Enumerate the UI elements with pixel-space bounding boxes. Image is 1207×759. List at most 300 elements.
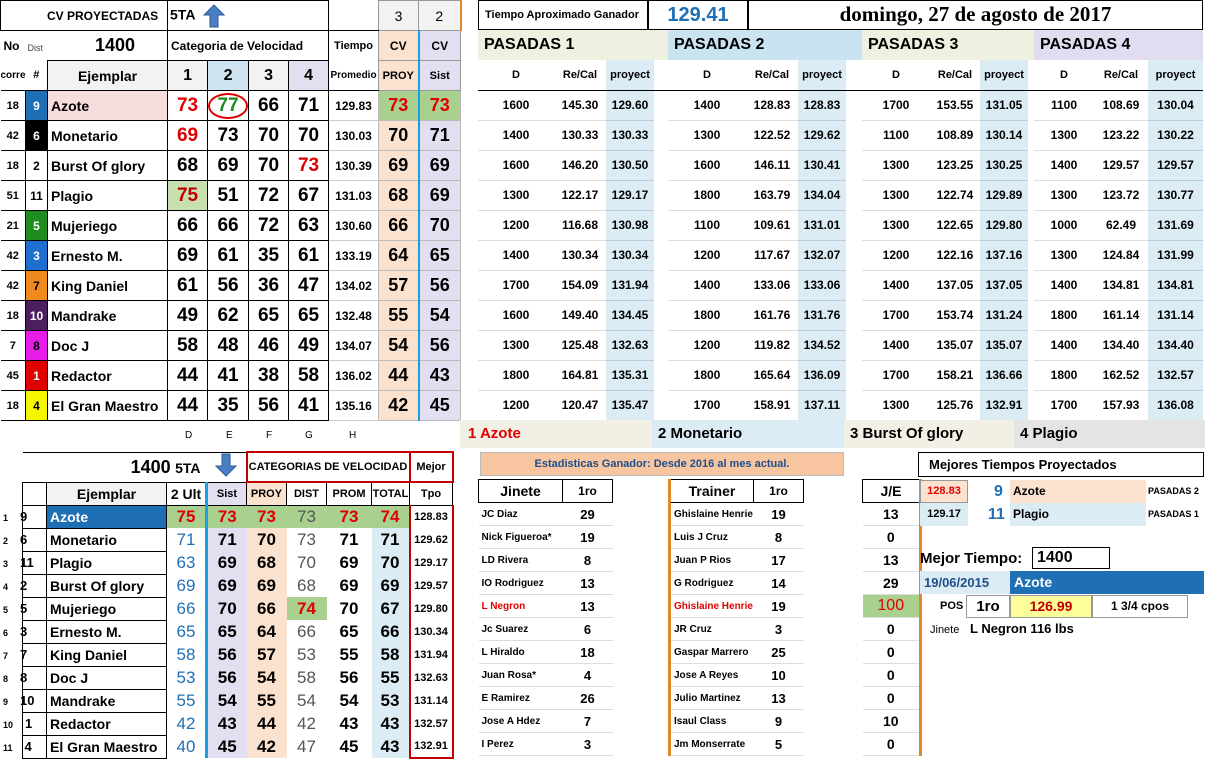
- categoria-row[interactable]: [23, 666, 453, 689]
- no-label: No: [3, 38, 20, 53]
- horse-name[interactable]: Redactor: [47, 712, 167, 735]
- trainer-name[interactable]: Jm Monserrate: [670, 733, 754, 756]
- pasada-proyect: 136.08: [1148, 390, 1203, 420]
- trainer-name[interactable]: Gaspar Marrero: [670, 641, 754, 664]
- pasadas-4-d-header: D: [1034, 60, 1094, 90]
- trainer-row[interactable]: [670, 595, 804, 618]
- mejor-tiempo-dist-text: 1400: [1037, 549, 1073, 566]
- dist-cell: 66: [297, 621, 316, 641]
- carrera-2-cv: 62: [208, 301, 249, 331]
- je-value: 13: [863, 503, 921, 526]
- promedio-cell: 134.07: [329, 331, 379, 361]
- ejemplar-header: Ejemplar: [48, 61, 168, 91]
- proy-cell: 57: [379, 271, 419, 301]
- mejor-1-pasada: PASADAS 2: [1148, 486, 1199, 496]
- carrera-1-cv: 69: [168, 121, 208, 151]
- corre-cell: 18: [1, 391, 26, 421]
- sist-cell: 69: [207, 574, 247, 597]
- pasada-recal: 116.68: [554, 210, 606, 240]
- horse-name[interactable]: Azote: [47, 505, 167, 528]
- mejor-2-time: 129.17: [920, 503, 968, 526]
- categoria-row[interactable]: [23, 528, 453, 551]
- jinete-row[interactable]: [479, 641, 613, 664]
- jinete-name[interactable]: I Perez: [479, 733, 563, 756]
- proy-cell: 69: [379, 151, 419, 181]
- tpo-cell: 130.34: [410, 620, 453, 643]
- proy-cell: 68: [247, 551, 287, 574]
- jinete-name[interactable]: L Negron: [479, 595, 563, 618]
- carrera-2-cv: 61: [208, 241, 249, 271]
- corre-header: corre: [1, 61, 26, 91]
- pasada-dist: 1700: [862, 300, 930, 330]
- horse-row[interactable]: [1, 121, 461, 151]
- mejor-time: 126.99: [1010, 595, 1092, 618]
- jinete-row[interactable]: [479, 526, 613, 549]
- dist-cell: 58: [297, 667, 316, 687]
- trainer-wins: 19: [754, 595, 804, 618]
- saddle-number: 10: [26, 301, 48, 331]
- prom-header: PROM: [327, 482, 372, 505]
- mejor-1-num: 9: [994, 483, 1003, 500]
- promedio-cell: 129.83: [329, 91, 379, 121]
- total-cell: 70: [372, 551, 410, 574]
- pasada-recal: 153.74: [930, 300, 980, 330]
- tiempo-value-text: 129.41: [667, 4, 729, 26]
- jinete-row[interactable]: [479, 618, 613, 641]
- jinete-name[interactable]: Nick Figueroa*: [479, 526, 563, 549]
- pasadas-row: [478, 300, 1203, 330]
- pasada-recal: 133.06: [746, 270, 798, 300]
- jinete-name[interactable]: Jose A Hdez: [479, 710, 563, 733]
- je-value: 10: [863, 710, 921, 733]
- carrera-1-cv: 68: [168, 151, 208, 181]
- sist-cell: 43: [207, 712, 247, 735]
- pos-value: 1ro: [966, 595, 1010, 618]
- pasada-recal: 122.17: [554, 180, 606, 210]
- dist-cell: 70: [297, 552, 316, 572]
- rank-index: 4: [3, 582, 9, 592]
- pasada-proyect: 136.09: [798, 360, 846, 390]
- je-value: 0: [863, 733, 921, 756]
- jinete-row[interactable]: [479, 503, 613, 526]
- pasada-dist: 1200: [478, 210, 554, 240]
- pasada-dist: 1200: [478, 390, 554, 420]
- pasada-recal: 109.61: [746, 210, 798, 240]
- jinete-wins: 29: [563, 503, 613, 526]
- prom-cell: 43: [339, 713, 359, 733]
- tpo-cell: 129.62: [410, 528, 453, 551]
- trainer-row[interactable]: [670, 549, 804, 572]
- pasada-recal: 123.72: [1094, 180, 1148, 210]
- jinete-row[interactable]: [479, 595, 613, 618]
- ult-cell: 40: [176, 736, 196, 756]
- saddle-number: 1: [26, 361, 48, 391]
- horse-name[interactable]: Plagio: [48, 181, 168, 211]
- pasada-dist: 1400: [478, 120, 554, 150]
- pasada-proyect: 131.99: [1148, 240, 1203, 270]
- trainer-row[interactable]: [670, 618, 804, 641]
- pasada-dist: 1600: [478, 300, 554, 330]
- pasadas-2-proyect-header: proyect: [798, 60, 846, 90]
- categoria-row[interactable]: [23, 620, 453, 643]
- total-cell: 71: [372, 528, 410, 551]
- horse-name[interactable]: Monetario: [48, 121, 168, 151]
- jinete-row[interactable]: [479, 733, 613, 756]
- promedio-header: Promedio: [329, 61, 379, 91]
- jinete-name[interactable]: Jc Suarez: [479, 618, 563, 641]
- dist-cell: 42: [297, 713, 316, 733]
- pasada-proyect: 130.25: [980, 150, 1028, 180]
- hash-header: #: [26, 61, 48, 91]
- horse-name[interactable]: Plagio: [47, 551, 167, 574]
- pasada-recal: 122.52: [746, 120, 798, 150]
- categoria-row[interactable]: [23, 597, 453, 620]
- horse-number: 8: [20, 670, 28, 685]
- jinete-wins: 13: [563, 572, 613, 595]
- trainer-name[interactable]: Ghislaine Henrie: [670, 595, 754, 618]
- je-row: [863, 733, 921, 756]
- sist-cell: 65: [419, 241, 461, 271]
- top4-row: [460, 420, 1205, 448]
- horse-number: 7: [20, 647, 28, 662]
- carrera-1-cv: 44: [168, 391, 208, 421]
- trainer-name[interactable]: JR Cruz: [670, 618, 754, 641]
- proy-cell: 64: [247, 620, 287, 643]
- pasada-dist: 1300: [862, 150, 930, 180]
- horse-number: 1: [25, 716, 33, 731]
- trainer-name[interactable]: G Rodriguez: [670, 572, 754, 595]
- horse-name[interactable]: Monetario: [47, 528, 167, 551]
- proy-cell: 54: [247, 666, 287, 689]
- mejor-row-2: [920, 503, 1205, 526]
- jinete-name[interactable]: LD Rivera: [479, 549, 563, 572]
- horse-row[interactable]: [1, 91, 461, 121]
- categoria-row[interactable]: [23, 735, 453, 758]
- trainer-row[interactable]: [670, 572, 804, 595]
- trainer-wins: 8: [754, 526, 804, 549]
- corre-cell: 18: [1, 151, 26, 181]
- pasada-dist: 1700: [668, 390, 746, 420]
- trainer-wins: 3: [754, 618, 804, 641]
- trainer-wins: 5: [754, 733, 804, 756]
- sist-cell: 43: [419, 361, 461, 391]
- trainer-name[interactable]: Ghislaine Henrie: [670, 503, 754, 526]
- pasada-recal: 130.33: [554, 120, 606, 150]
- tpo-cell: 128.83: [410, 505, 453, 528]
- horse-name[interactable]: El Gran Maestro: [47, 735, 167, 758]
- saddle-number: 3: [26, 241, 48, 271]
- pasada-dist: 1400: [668, 90, 746, 120]
- proy-cell: 70: [379, 121, 419, 151]
- pasadas-1-title: PASADAS 1: [478, 30, 668, 60]
- carrera-3-header: 3: [249, 61, 289, 91]
- tpo-header: Tpo: [410, 482, 453, 505]
- pasadas-3-recal-header: Re/Cal: [930, 60, 980, 90]
- rank-index: 7: [3, 651, 9, 661]
- race-cell: [168, 1, 289, 31]
- horse-row[interactable]: [1, 331, 461, 361]
- pasada-proyect: 128.83: [798, 90, 846, 120]
- pasadas-row: [478, 120, 1203, 150]
- jinete-row[interactable]: [479, 549, 613, 572]
- carrera-1-cv: 75: [168, 181, 208, 211]
- proy-cell: 73: [247, 505, 287, 528]
- corre-cell: 18: [1, 301, 26, 331]
- horse-row[interactable]: [1, 181, 461, 211]
- horse-row[interactable]: [1, 271, 461, 301]
- saddle-number: 11: [26, 181, 48, 211]
- horse-number: 10: [20, 693, 35, 708]
- categoria-row[interactable]: [23, 551, 453, 574]
- pasada-recal: 108.69: [1094, 90, 1148, 120]
- horse-row[interactable]: [1, 391, 461, 421]
- pasadas-4-title: PASADAS 4: [1034, 30, 1203, 60]
- jinete-wins: 7: [563, 710, 613, 733]
- categoria-row[interactable]: [23, 689, 453, 712]
- corre-cell: 42: [1, 271, 26, 301]
- row-rank: [3, 551, 47, 574]
- ult-cell: 63: [176, 552, 196, 572]
- horse-row[interactable]: [1, 301, 461, 331]
- pasada-dist: 1400: [862, 330, 930, 360]
- carrera-4-cv: 41: [289, 391, 329, 421]
- pasada-proyect: 131.01: [798, 210, 846, 240]
- categoria-row[interactable]: [23, 505, 453, 528]
- je-header: J/E: [863, 480, 921, 503]
- trainer-name[interactable]: Juan P Rios: [670, 549, 754, 572]
- total-cell: 43: [372, 712, 410, 735]
- trainer-wins: 17: [754, 549, 804, 572]
- jinete-row[interactable]: [479, 710, 613, 733]
- sist-cell: 56: [419, 271, 461, 301]
- dist-cell: 74: [287, 597, 327, 620]
- horse-name[interactable]: Doc J: [47, 666, 167, 689]
- trainer-row[interactable]: [670, 733, 804, 756]
- trainer-row[interactable]: [670, 687, 804, 710]
- jinete-row[interactable]: [479, 664, 613, 687]
- pasadas-4-proyect-header: proyect: [1148, 60, 1203, 90]
- jinete-row[interactable]: [479, 572, 613, 595]
- ult-cell: 53: [176, 667, 196, 687]
- corre-cell: 42: [1, 121, 26, 151]
- tiempo-aprox-value: [648, 0, 748, 30]
- carrera-3-cv: 66: [249, 91, 289, 121]
- pasada-recal: 134.40: [1094, 330, 1148, 360]
- pasada-proyect: 130.77: [1148, 180, 1203, 210]
- corre-cell: 45: [1, 361, 26, 391]
- mejores-title-text: Mejores Tiempos Proyectados: [929, 457, 1117, 472]
- total-cell: 55: [372, 666, 410, 689]
- cv-proyectadas-table: [0, 0, 462, 421]
- horse-name[interactable]: King Daniel: [47, 643, 167, 666]
- pasadas-3-proyect-header: proyect: [980, 60, 1028, 90]
- horse-row[interactable]: [1, 361, 461, 391]
- mejor-1-time: 128.83: [920, 480, 968, 503]
- pasada-recal: 163.79: [746, 180, 798, 210]
- horse-name[interactable]: King Daniel: [48, 271, 168, 301]
- pasada-proyect: 130.14: [980, 120, 1028, 150]
- pasada-recal: 124.84: [1094, 240, 1148, 270]
- horse-row[interactable]: [1, 151, 461, 181]
- corre-cell: 21: [1, 211, 26, 241]
- je-value: 0: [863, 526, 921, 549]
- rank-index: 3: [3, 559, 9, 569]
- rank-index: 8: [3, 674, 9, 684]
- proy-cell: 66: [379, 211, 419, 241]
- trainer-name[interactable]: Isaul Class: [670, 710, 754, 733]
- prom-cell: 54: [339, 690, 359, 710]
- pasada-proyect: 132.07: [798, 240, 846, 270]
- trainer-row[interactable]: [670, 503, 804, 526]
- trainer-row[interactable]: [670, 710, 804, 733]
- sist-cell: 71: [419, 121, 461, 151]
- proy-header: PROY: [379, 61, 419, 91]
- pasada-dist: 1800: [1034, 360, 1094, 390]
- pasada-proyect: 134.40: [1148, 330, 1203, 360]
- pasada-dist: 1300: [478, 330, 554, 360]
- trainer-name[interactable]: Jose A Reyes: [670, 664, 754, 687]
- pasada-recal: 154.09: [554, 270, 606, 300]
- horse-name[interactable]: Mujeriego: [48, 211, 168, 241]
- horse-name[interactable]: Ernesto M.: [47, 620, 167, 643]
- mejor-2-name: Plagio: [1010, 503, 1146, 526]
- pasada-recal: 120.47: [554, 390, 606, 420]
- je-row: [863, 710, 921, 733]
- trainer-row[interactable]: [670, 641, 804, 664]
- pasada-recal: 119.82: [746, 330, 798, 360]
- carrera-1-header: 1: [168, 61, 208, 91]
- promedio-cell: 130.03: [329, 121, 379, 151]
- pasada-proyect: 129.17: [606, 180, 654, 210]
- proy-cell: 64: [379, 241, 419, 271]
- jinete-wins: 18: [563, 641, 613, 664]
- horse-name[interactable]: Ernesto M.: [48, 241, 168, 271]
- proy-cell: 68: [379, 181, 419, 211]
- mejor-tiempo-text: Mejor Tiempo:: [920, 550, 1023, 567]
- je-value: 100: [863, 595, 921, 618]
- mejor-margin: 1 3/4 cpos: [1092, 595, 1188, 618]
- horse-name[interactable]: Mandrake: [47, 689, 167, 712]
- trainer-table: [668, 479, 804, 756]
- horse-name[interactable]: Redactor: [48, 361, 168, 391]
- carrera-3-cv: 72: [249, 211, 289, 241]
- pasada-recal: 158.21: [930, 360, 980, 390]
- pasadas-3-title: PASADAS 3: [862, 30, 1034, 60]
- categoria-row[interactable]: [23, 643, 453, 666]
- pasada-dist: 1700: [478, 270, 554, 300]
- trainer-row[interactable]: [670, 664, 804, 687]
- horse-number: 9: [20, 509, 28, 524]
- bottom-dist: 1400: [130, 456, 171, 477]
- jinete-name[interactable]: JC Diaz: [479, 503, 563, 526]
- horse-name[interactable]: El Gran Maestro: [48, 391, 168, 421]
- top4-4: 4 Plagio: [1014, 420, 1205, 448]
- pasada-dist: 1800: [668, 300, 746, 330]
- saddle-number: 4: [26, 391, 48, 421]
- horse-name[interactable]: Burst Of glory: [48, 151, 168, 181]
- row-rank: [3, 643, 47, 666]
- carrera-4-cv: 47: [289, 271, 329, 301]
- tpo-cell: 131.94: [410, 643, 453, 666]
- pasada-recal: 158.91: [746, 390, 798, 420]
- pasada-recal: 165.64: [746, 360, 798, 390]
- promedio-cell: 130.39: [329, 151, 379, 181]
- race-label: 5TA: [170, 6, 195, 23]
- row-rank: [3, 689, 47, 712]
- saddle-number: 5: [26, 211, 48, 241]
- ult-cell: 42: [176, 713, 196, 733]
- jinete-name[interactable]: L Hiraldo: [479, 641, 563, 664]
- pasada-dist: 1300: [668, 120, 746, 150]
- proy-cell: 73: [379, 91, 419, 121]
- pasada-proyect: 136.66: [980, 360, 1028, 390]
- trainer-row[interactable]: [670, 526, 804, 549]
- horse-name[interactable]: Mandrake: [48, 301, 168, 331]
- prom-cell: 70: [339, 598, 359, 618]
- pasada-proyect: 135.47: [606, 390, 654, 420]
- proy-cell: 69: [247, 574, 287, 597]
- categoria-row[interactable]: [23, 574, 453, 597]
- total-cell: 53: [372, 689, 410, 712]
- categorias-table: [3, 451, 454, 759]
- tiempo-label: Tiempo: [334, 39, 373, 52]
- promedio-cell: 130.60: [329, 211, 379, 241]
- jinete-wins: 4: [563, 664, 613, 687]
- pasada-proyect: 134.81: [1148, 270, 1203, 300]
- horse-number: 11: [20, 555, 34, 570]
- pasada-proyect: 131.69: [1148, 210, 1203, 240]
- promedio-cell: 136.02: [329, 361, 379, 391]
- jinete-name[interactable]: IO Rodriguez: [479, 572, 563, 595]
- pasadas-row: [478, 180, 1203, 210]
- jinete-name[interactable]: Juan Rosa*: [479, 664, 563, 687]
- horse-name[interactable]: Azote: [48, 91, 168, 121]
- trainer-name[interactable]: Luis J Cruz: [670, 526, 754, 549]
- corre-cell: 18: [1, 91, 26, 121]
- row-rank: [3, 574, 47, 597]
- pasada-dist: 1300: [478, 180, 554, 210]
- top4-2: 2 Monetario: [652, 420, 844, 448]
- trainer-name[interactable]: Julio Martinez: [670, 687, 754, 710]
- horse-name[interactable]: Doc J: [48, 331, 168, 361]
- bottom-sist-header: Sist: [207, 482, 247, 505]
- horse-row[interactable]: [1, 211, 461, 241]
- corre-cell: 51: [1, 181, 26, 211]
- tpo-cell: 132.91: [410, 735, 453, 758]
- proy-cell: 70: [247, 528, 287, 551]
- categoria-row[interactable]: [23, 712, 453, 735]
- jinete-name[interactable]: E Ramirez: [479, 687, 563, 710]
- horse-name[interactable]: Mujeriego: [47, 597, 167, 620]
- jinete-row[interactable]: [479, 687, 613, 710]
- pasada-proyect: 130.34: [606, 240, 654, 270]
- pasada-recal: 125.48: [554, 330, 606, 360]
- je-row: [863, 549, 921, 572]
- horse-name[interactable]: Burst Of glory: [47, 574, 167, 597]
- pasada-dist: 1300: [862, 180, 930, 210]
- ult-cell: 75: [167, 505, 207, 528]
- je-row: [863, 595, 921, 618]
- pasada-dist: 1400: [862, 270, 930, 300]
- rank-index: 9: [3, 697, 9, 707]
- pasada-recal: 125.76: [930, 390, 980, 420]
- trainer-1ro-header: 1ro: [754, 480, 804, 503]
- pasada-recal: 123.22: [1094, 120, 1148, 150]
- pasada-recal: 108.89: [930, 120, 980, 150]
- mejor-jinete: L Negron 116 lbs: [970, 621, 1074, 636]
- pos-label: POS: [940, 600, 964, 612]
- horse-row[interactable]: [1, 241, 461, 271]
